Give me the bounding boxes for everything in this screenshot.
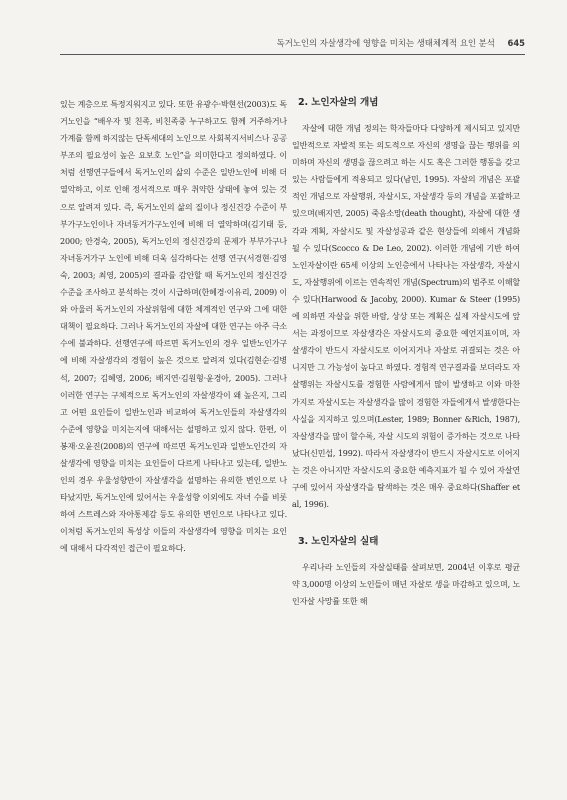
running-header-title: 독거노인의 자살생각에 영향을 미치는 생태체계적 요인 분석 xyxy=(276,38,495,48)
section-2-heading: 2. 노인자살의 개념 xyxy=(298,97,379,108)
section-3-heading: 3. 노인자살의 실태 xyxy=(298,536,379,548)
section-3-paragraph: 우리나라 노인들의 자살실태를 살펴보면, 2004년 이후로 평균 약 3,000명 이상의 노인들이 매년 자살로 생을 마감하고 있으며, 노인자살 사망률 또한 해 xyxy=(292,563,520,607)
section-2-paragraph: 자살에 대한 개념 정의는 학자들마다 다양하게 제시되고 있지만 일반적으로 자발적 또는 의도적으로 자신의 생명을 끊는 행위를 의미하며 자신의 생명을 끊으려고 하는 시도 혹은 그러한 행동을 갖고 있는 사람들에게 적용되고 있다(남민, 1995). 자살의 개념은 포괄적인 개념으로 자살행위, 자살시도, 자살생각 등의 개념을 포괄하고 있으며(배지연, 2005) 죽음소망(death thought), 자살에 대한 생각과 계획, 자살시도 및 자살성공과 같은 현상들에 의해서 개념화 될 수 있다(Scocco & De Leo, 2002). 이러한 개념에 기반 하여 노인자살이란 65세 이상의 노인층에서 나타나는 자살생각, 자살시도, 자살행위에 이르는 연속적인 개념(Spectrum)의 범주로 이해할 수 있다(Harwood & Jacoby, 2000). Kumar & Steer (1995)에 의하면 자살을 위한 바람, 상상 또는 계획은 실제 자살시도에 앞서는 과정이므로 자살생각은 자살시도의 중요한 예언지표이며, 자살생각이 반드시 자살시도로 이어지거나 자살로 귀결되는 것은 아니지만 그 가능성이 높다고 하였다. 경험적 연구결과를 보더라도 자살행위는 자살시도를 경험한 사람에게서 많이 발생하고 이와 마찬가지로 자살시도는 자살생각을 많이 경험한 자들에게서 발생한다는 사실을 지지하고 있으며(Lester, 1989; Bonner &Rich, 1987), 자살생각을 많이 할수록, 자살 시도의 위험이 증가하는 것으로 나타났다(신민섭, 1992). 따라서 자살생각이 반드시 자살시도로 이어지는 것은 아니지만 자살시도의 중요한 예측지표가 될 수 있어 자살연구에 있어서 자살생각을 탐색하는 것은 매우 중요하다(Shaffer et al, 1996). xyxy=(292,124,520,510)
left-column-paragraph: 있는 계층으로 특정지워지고 있다. 또한 유광수·박현선(2003)도 독거노인을 “배우자 및 친족, 비친족중 누구하고도 함께 거주하거나 가계를 함께 하지않는 단독세대의 노인으로 사회복지서비스나 공공부조의 필요성이 높은 요보호 노인”을 의미한다고 정의하였다. 이처럼 선행연구들에서 독거노인의 삶의 수준은 일반노인에 비해 더 열악하고, 이로 인해 정서적으로 매우 취약한 상태에 놓여 있는 것으로 알려져 있다. 즉, 독거노인의 삶의 질이나 정신건강 수준이 부부가구노인이나 자녀동거가구노인에 비해 더 열악하며(김기태 등, 2000; 안경숙, 2005), 독거노인의 정신건강의 문제가 부부가구나 자녀동거가구 노인에 비해 더욱 심각하다는 선행 연구(서경현·김영숙, 2003; 최영, 2005)의 결과를 감안할 때 독거노인의 정신건강수준을 조사하고 분석하는 것이 시급하며(한혜경·이유리, 2009) 이와 아울러 독거노인의 자살위험에 대한 체계적인 연구와 그에 대한 대책이 필요하다. 그러나 독거노인의 자살에 대한 연구는 아주 극소수에 불과하다. 선행연구에 따르면 독거노인의 경우 일반노인가구에 비해 자살생각의 경험이 높은 것으로 알려져 있다(김현순·김병석, 2007; 김혜영, 2006; 배지연·김원형·윤경아, 2005). 그러나 이러한 연구는 구체적으로 독거노인의 자살생각이 왜 높은지, 그리고 어떤 요인들이 일반노인과 비교하여 독거노인들의 자살생각의 수준에 영향을 미치는지에 대해서는 설명하고 있지 않다. 한편, 이봉재·오윤진(2008)의 연구에 따르면 독거노인과 일반노인간의 자살생각에 영향을 미치는 요인들이 다르게 나타나고 있는데, 일반노인의 경우 우울성향만이 자살생각을 설명하는 유의한 변인으로 나타났지만, 독거노인에 있어서는 우울성향 이외에도 자녀 수를 비롯하여 스트레스와 자아통제감 등도 유의한 변인으로 나타나고 있다. 이처럼 독거노인의 특성상 이들의 자살생각에 영향을 미치는 요인에 대해서 다각적인 접근이 필요하다. xyxy=(60,100,287,554)
running-header xyxy=(60,37,525,55)
left-column xyxy=(60,96,287,558)
right-column xyxy=(292,96,520,610)
page-number: 645 xyxy=(507,38,525,48)
